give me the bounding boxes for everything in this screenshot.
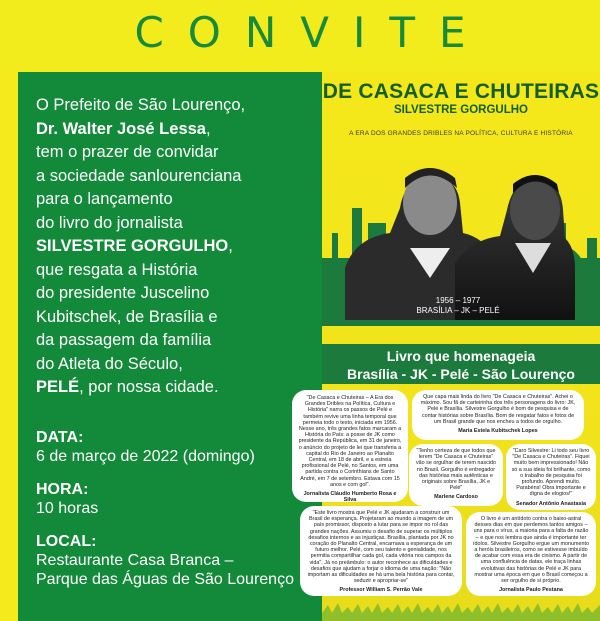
caption-names: BRASÍLIA – JK – PELÉ: [416, 306, 500, 315]
quote-signature: Professor William S. Perrão Vale: [339, 587, 423, 594]
book-subtitle: A ERA DOS GRANDES DRIBLES NA POLÍTICA, CULTURA E HISTÓRIA: [349, 130, 573, 137]
invitation-line: Kubitschek, de Brasília e: [36, 307, 218, 326]
time-section: [36, 480, 326, 518]
invitation-line: do Atleta do Século,: [36, 354, 183, 373]
time-label: HORA:: [36, 481, 89, 498]
quote-bubble: [412, 390, 584, 440]
tribute-line: Livro que homenageia: [386, 348, 536, 364]
quote-bubble: [292, 390, 408, 502]
book-author: SILVESTRE GORGULHO: [394, 104, 528, 116]
location-line: Parque das Águas de São Lourenço: [36, 571, 294, 588]
caption-years: 1956 – 1977: [435, 296, 481, 305]
location-line: Restaurante Casa Branca –: [36, 552, 234, 569]
invitation-line: tem o prazer de convidar: [36, 143, 219, 161]
quote-text: "Tenho certeza de que todos que lerem "De Casaca e Chuteiras" vão se orgulhar de terem nascido no Brasil. Gorgulho é entregador das histórias mais autênticas e originais sobre Brasília, JK e Pelé": [415, 448, 496, 492]
invitation-panel: [18, 72, 322, 621]
invitation-text: O Prefeito de São Lourenço, Dr. Walter José Lessa, tem o prazer de convidar a sociedade sanlourenciana para o lançamento do livro do jornalista SILVESTRE GORGULHO, que resgata a História do presidente Juscelino Kubitschek, de Brasília e da passagem da família do Atleta do Século, PELÉ, por nossa cidade.: [36, 96, 246, 396]
quote-signature: Maria Estela Kubitschek Lopes: [458, 428, 538, 435]
location-section: [36, 532, 326, 589]
quote-text: "Este livro mostra que Pelé e JK ajudaram a construir um Brasil de esperança. Projetaram ao mundo a imagem de um país promissor, disposto a lutar para se impor no rol das grandes nações. Assumiu o desafio de superar os múltiplos desafios internos e as injustiças. Brasília, plantada por JK no coração do Planalto Central, encarnava a esperança de um futuro melhor. Pelé, com seu talento e genialidade, nos permitia compartilhar cada gol, cada vitória nos campos da vida". Já no preâmbulo: o autor reconhece as dificuldades e desafios que ajudam a forjar o idioma de uma nação: "Não importam as dificuldades se há uma bela história para contar, seduzir e apropriar-se": [307, 510, 455, 585]
mayor-name: Dr. Walter José Lessa: [36, 119, 206, 138]
invitation-line: O Prefeito de São Lourenço,: [36, 96, 246, 114]
quote-signature: Jornalista Cláudio Humberto Rosa e Silva: [303, 491, 397, 504]
invitation-line: da passagem da família: [36, 331, 212, 349]
quote-text: O livro é um antídoto contra o baixo-astral desses dias em que perdemos tantos amigos – uns para o vírus, a maioria para a falta de razão – e que nos lembra que ainda é importante ter ídolos. Silvestre Gorgulho ergue um monumento a heróis brasileiros, como se estivesse imbuído de acabar com essa era de cinismo. A partir de uma confluência de datas, ele traça linhas evolutivas das histórias de Pelé e JK para mostrar uma época em que o Brasil começou a ser orgulho de si próprio.: [473, 516, 589, 585]
grass-decoration: [322, 601, 600, 621]
quote-text: "Caro Silvestre: Li todo seu livro "De Casaca e Chuteiras". Fiquei muito bem impressionado! Não só a sua ideia foi brilhante, como o trabalho de pesquisa foi profundo. Aprendi muito. Parabéns! Obra importante e digna de elogios!": [511, 448, 591, 498]
book-title: DE CASACA E CHUTEIRAS: [322, 80, 600, 103]
invitation-line: , por nossa cidade.: [79, 378, 219, 396]
quote-signature: Marlene Cardoso: [434, 494, 478, 501]
quote-bubble: [506, 444, 596, 510]
photo-caption: [398, 296, 518, 316]
quote-text: "De Casaca e Chuteiras – A Era dos Grandes Dribles na Política, Cultura e História" narra os passos de Pelé e também revive uma linha temporal que permeia todo o texto, iniciada em 1956. Nesse ano, três grandes fatos marcaram a História do País: a posse de JK como presidente da República, em 31 de janeiro, o anúncio do projeto de lei que transferia a capital do Rio de Janeiro ao Planalto Central, em 18 de abril, e a estreia profissional de Pelé, no Santos, em uma partida contra o Corinthians de Santo André, em 7 de setembro. Estava com 15 anos e com gol".: [298, 395, 402, 488]
date-value: 6 de março de 2022 (domingo): [36, 448, 255, 465]
page-title: CONVITE: [134, 8, 490, 57]
quote-signature: Jornalista Paulo Pestana: [499, 587, 563, 594]
quote-bubble: [300, 506, 462, 596]
invitation-line: a sociedade sanlourenciana: [36, 166, 242, 185]
pele-name: PELÉ: [36, 378, 80, 396]
tribute-banner: [322, 344, 600, 384]
location-label: LOCAL:: [36, 533, 97, 550]
tribute-line: Brasília - JK - Pelé - São Lourenço: [347, 366, 575, 382]
time-value: 10 horas: [36, 500, 99, 517]
date-section: [36, 428, 326, 466]
author-name: SILVESTRE GORGULHO: [36, 237, 229, 255]
quote-text: Que capa mais linda do livro "De Casaca e Chuteiras". Achei o máximo. Sou fã de carteirinha dos três personagens do livro: JK, Pelé e Brasília. Silvestre Gorgulho é bom de pesquisa e de contar histórias sobre Brasília. Bom de resgatar fatos e fotos de um Brasil grande que nos encheu a todos de orgulho.: [420, 394, 576, 425]
invitation-line: do presidente Juscelino: [36, 284, 210, 302]
invitation-line: que resgata a História: [36, 260, 198, 279]
invitation-line: para o lançamento: [36, 190, 173, 208]
quote-bubble: [466, 512, 596, 596]
date-label: DATA:: [36, 429, 84, 446]
jk-pele-photo: [335, 148, 575, 320]
quote-signature: Senador Antônio Anastasia: [516, 500, 586, 507]
quote-bubble: [409, 444, 503, 506]
invitation-line: do livro do jornalista: [36, 213, 183, 232]
